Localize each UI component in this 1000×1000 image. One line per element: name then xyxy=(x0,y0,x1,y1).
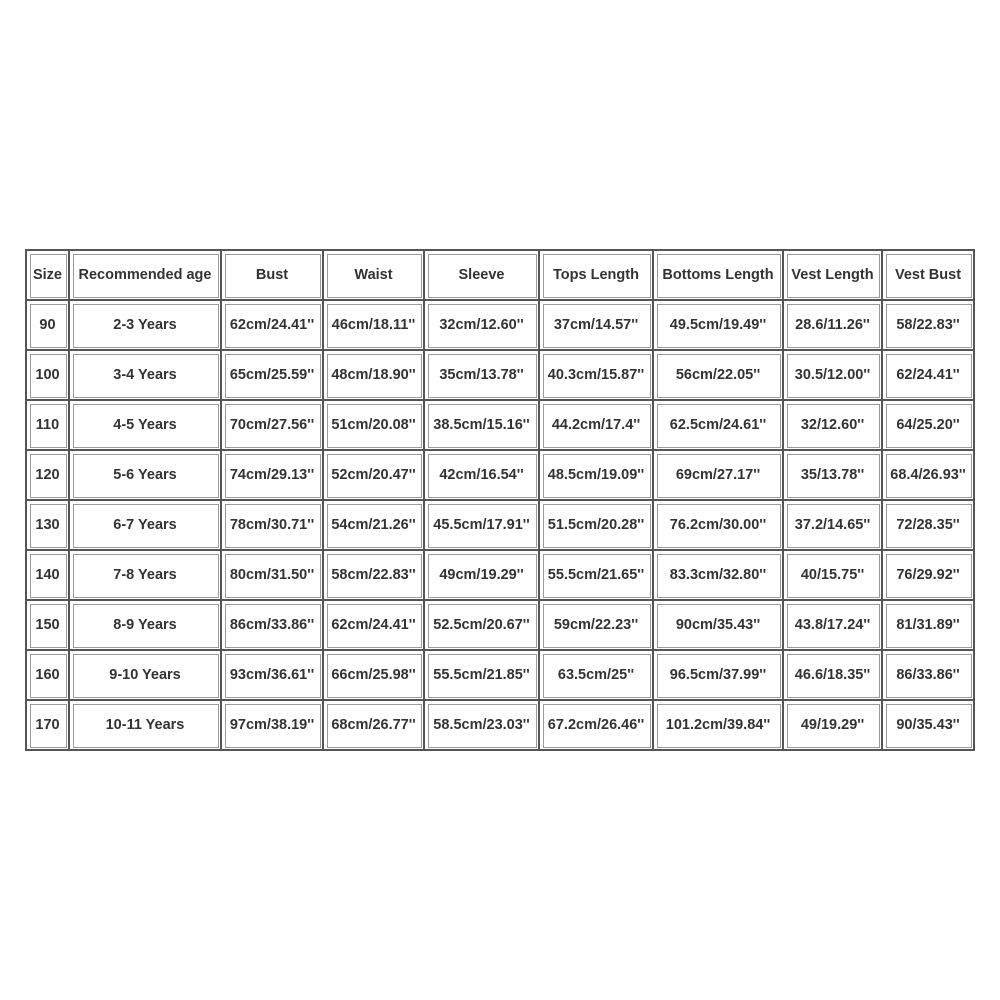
table-cell: 65cm/25.59'' xyxy=(222,351,324,401)
table-cell: 48cm/18.90'' xyxy=(324,351,425,401)
table-cell: 52cm/20.47'' xyxy=(324,451,425,501)
column-header: Vest Bust xyxy=(883,251,975,301)
table-cell: 74cm/29.13'' xyxy=(222,451,324,501)
size-chart-header xyxy=(27,251,975,301)
table-cell: 37.2/14.65'' xyxy=(784,501,883,551)
table-cell: 55.5cm/21.65'' xyxy=(540,551,654,601)
table-cell: 170 xyxy=(27,701,70,751)
table-cell: 67.2cm/26.46'' xyxy=(540,701,654,751)
column-header: Recommended age xyxy=(70,251,222,301)
table-cell: 43.8/17.24'' xyxy=(784,601,883,651)
table-cell: 8-9 Years xyxy=(70,601,222,651)
table-cell: 72/28.35'' xyxy=(883,501,975,551)
table-cell: 90cm/35.43'' xyxy=(654,601,784,651)
table-cell: 49cm/19.29'' xyxy=(425,551,540,601)
table-cell: 59cm/22.23'' xyxy=(540,601,654,651)
column-header: Bust xyxy=(222,251,324,301)
table-cell: 64/25.20'' xyxy=(883,401,975,451)
table-row xyxy=(27,651,975,701)
table-cell: 140 xyxy=(27,551,70,601)
column-header: Sleeve xyxy=(425,251,540,301)
table-cell: 97cm/38.19'' xyxy=(222,701,324,751)
table-cell: 80cm/31.50'' xyxy=(222,551,324,601)
table-cell: 49.5cm/19.49'' xyxy=(654,301,784,351)
table-cell: 58/22.83'' xyxy=(883,301,975,351)
column-header: Waist xyxy=(324,251,425,301)
table-cell: 160 xyxy=(27,651,70,701)
size-chart-table xyxy=(25,249,975,751)
table-row xyxy=(27,301,975,351)
table-cell: 150 xyxy=(27,601,70,651)
table-cell: 49/19.29'' xyxy=(784,701,883,751)
table-cell: 78cm/30.71'' xyxy=(222,501,324,551)
table-cell: 6-7 Years xyxy=(70,501,222,551)
table-row xyxy=(27,501,975,551)
table-cell: 37cm/14.57'' xyxy=(540,301,654,351)
column-header: Vest Length xyxy=(784,251,883,301)
table-cell: 68.4/26.93'' xyxy=(883,451,975,501)
table-cell: 76/29.92'' xyxy=(883,551,975,601)
table-cell: 86cm/33.86'' xyxy=(222,601,324,651)
table-cell: 32/12.60'' xyxy=(784,401,883,451)
size-chart-body xyxy=(27,301,975,751)
table-cell: 86/33.86'' xyxy=(883,651,975,701)
table-cell: 35cm/13.78'' xyxy=(425,351,540,401)
table-cell: 90 xyxy=(27,301,70,351)
table-cell: 56cm/22.05'' xyxy=(654,351,784,401)
table-cell: 52.5cm/20.67'' xyxy=(425,601,540,651)
table-cell: 45.5cm/17.91'' xyxy=(425,501,540,551)
table-cell: 68cm/26.77'' xyxy=(324,701,425,751)
table-cell: 90/35.43'' xyxy=(883,701,975,751)
table-cell: 10-11 Years xyxy=(70,701,222,751)
table-row xyxy=(27,451,975,501)
table-cell: 83.3cm/32.80'' xyxy=(654,551,784,601)
table-cell: 70cm/27.56'' xyxy=(222,401,324,451)
table-cell: 46cm/18.11'' xyxy=(324,301,425,351)
table-cell: 42cm/16.54'' xyxy=(425,451,540,501)
table-cell: 51cm/20.08'' xyxy=(324,401,425,451)
table-cell: 2-3 Years xyxy=(70,301,222,351)
table-cell: 62cm/24.41'' xyxy=(324,601,425,651)
table-row xyxy=(27,351,975,401)
table-cell: 81/31.89'' xyxy=(883,601,975,651)
table-cell: 51.5cm/20.28'' xyxy=(540,501,654,551)
table-cell: 58.5cm/23.03'' xyxy=(425,701,540,751)
table-cell: 62/24.41'' xyxy=(883,351,975,401)
table-cell: 35/13.78'' xyxy=(784,451,883,501)
column-header: Size xyxy=(27,251,70,301)
table-cell: 93cm/36.61'' xyxy=(222,651,324,701)
table-cell: 100 xyxy=(27,351,70,401)
table-cell: 28.6/11.26'' xyxy=(784,301,883,351)
table-cell: 32cm/12.60'' xyxy=(425,301,540,351)
table-cell: 40.3cm/15.87'' xyxy=(540,351,654,401)
table-cell: 63.5cm/25'' xyxy=(540,651,654,701)
table-cell: 96.5cm/37.99'' xyxy=(654,651,784,701)
table-row xyxy=(27,551,975,601)
table-cell: 101.2cm/39.84'' xyxy=(654,701,784,751)
table-row xyxy=(27,401,975,451)
column-header: Bottoms Length xyxy=(654,251,784,301)
table-cell: 40/15.75'' xyxy=(784,551,883,601)
table-cell: 130 xyxy=(27,501,70,551)
table-cell: 110 xyxy=(27,401,70,451)
table-cell: 69cm/27.17'' xyxy=(654,451,784,501)
table-cell: 3-4 Years xyxy=(70,351,222,401)
table-cell: 30.5/12.00'' xyxy=(784,351,883,401)
table-cell: 66cm/25.98'' xyxy=(324,651,425,701)
table-row xyxy=(27,701,975,751)
table-cell: 48.5cm/19.09'' xyxy=(540,451,654,501)
column-header: Tops Length xyxy=(540,251,654,301)
table-cell: 46.6/18.35'' xyxy=(784,651,883,701)
table-cell: 9-10 Years xyxy=(70,651,222,701)
table-cell: 120 xyxy=(27,451,70,501)
table-cell: 5-6 Years xyxy=(70,451,222,501)
table-cell: 4-5 Years xyxy=(70,401,222,451)
header-row xyxy=(27,251,975,301)
table-row xyxy=(27,601,975,651)
table-cell: 58cm/22.83'' xyxy=(324,551,425,601)
table-cell: 76.2cm/30.00'' xyxy=(654,501,784,551)
table-cell: 7-8 Years xyxy=(70,551,222,601)
table-cell: 44.2cm/17.4'' xyxy=(540,401,654,451)
table-cell: 54cm/21.26'' xyxy=(324,501,425,551)
table-cell: 55.5cm/21.85'' xyxy=(425,651,540,701)
table-cell: 38.5cm/15.16'' xyxy=(425,401,540,451)
table-cell: 62.5cm/24.61'' xyxy=(654,401,784,451)
table-cell: 62cm/24.41'' xyxy=(222,301,324,351)
